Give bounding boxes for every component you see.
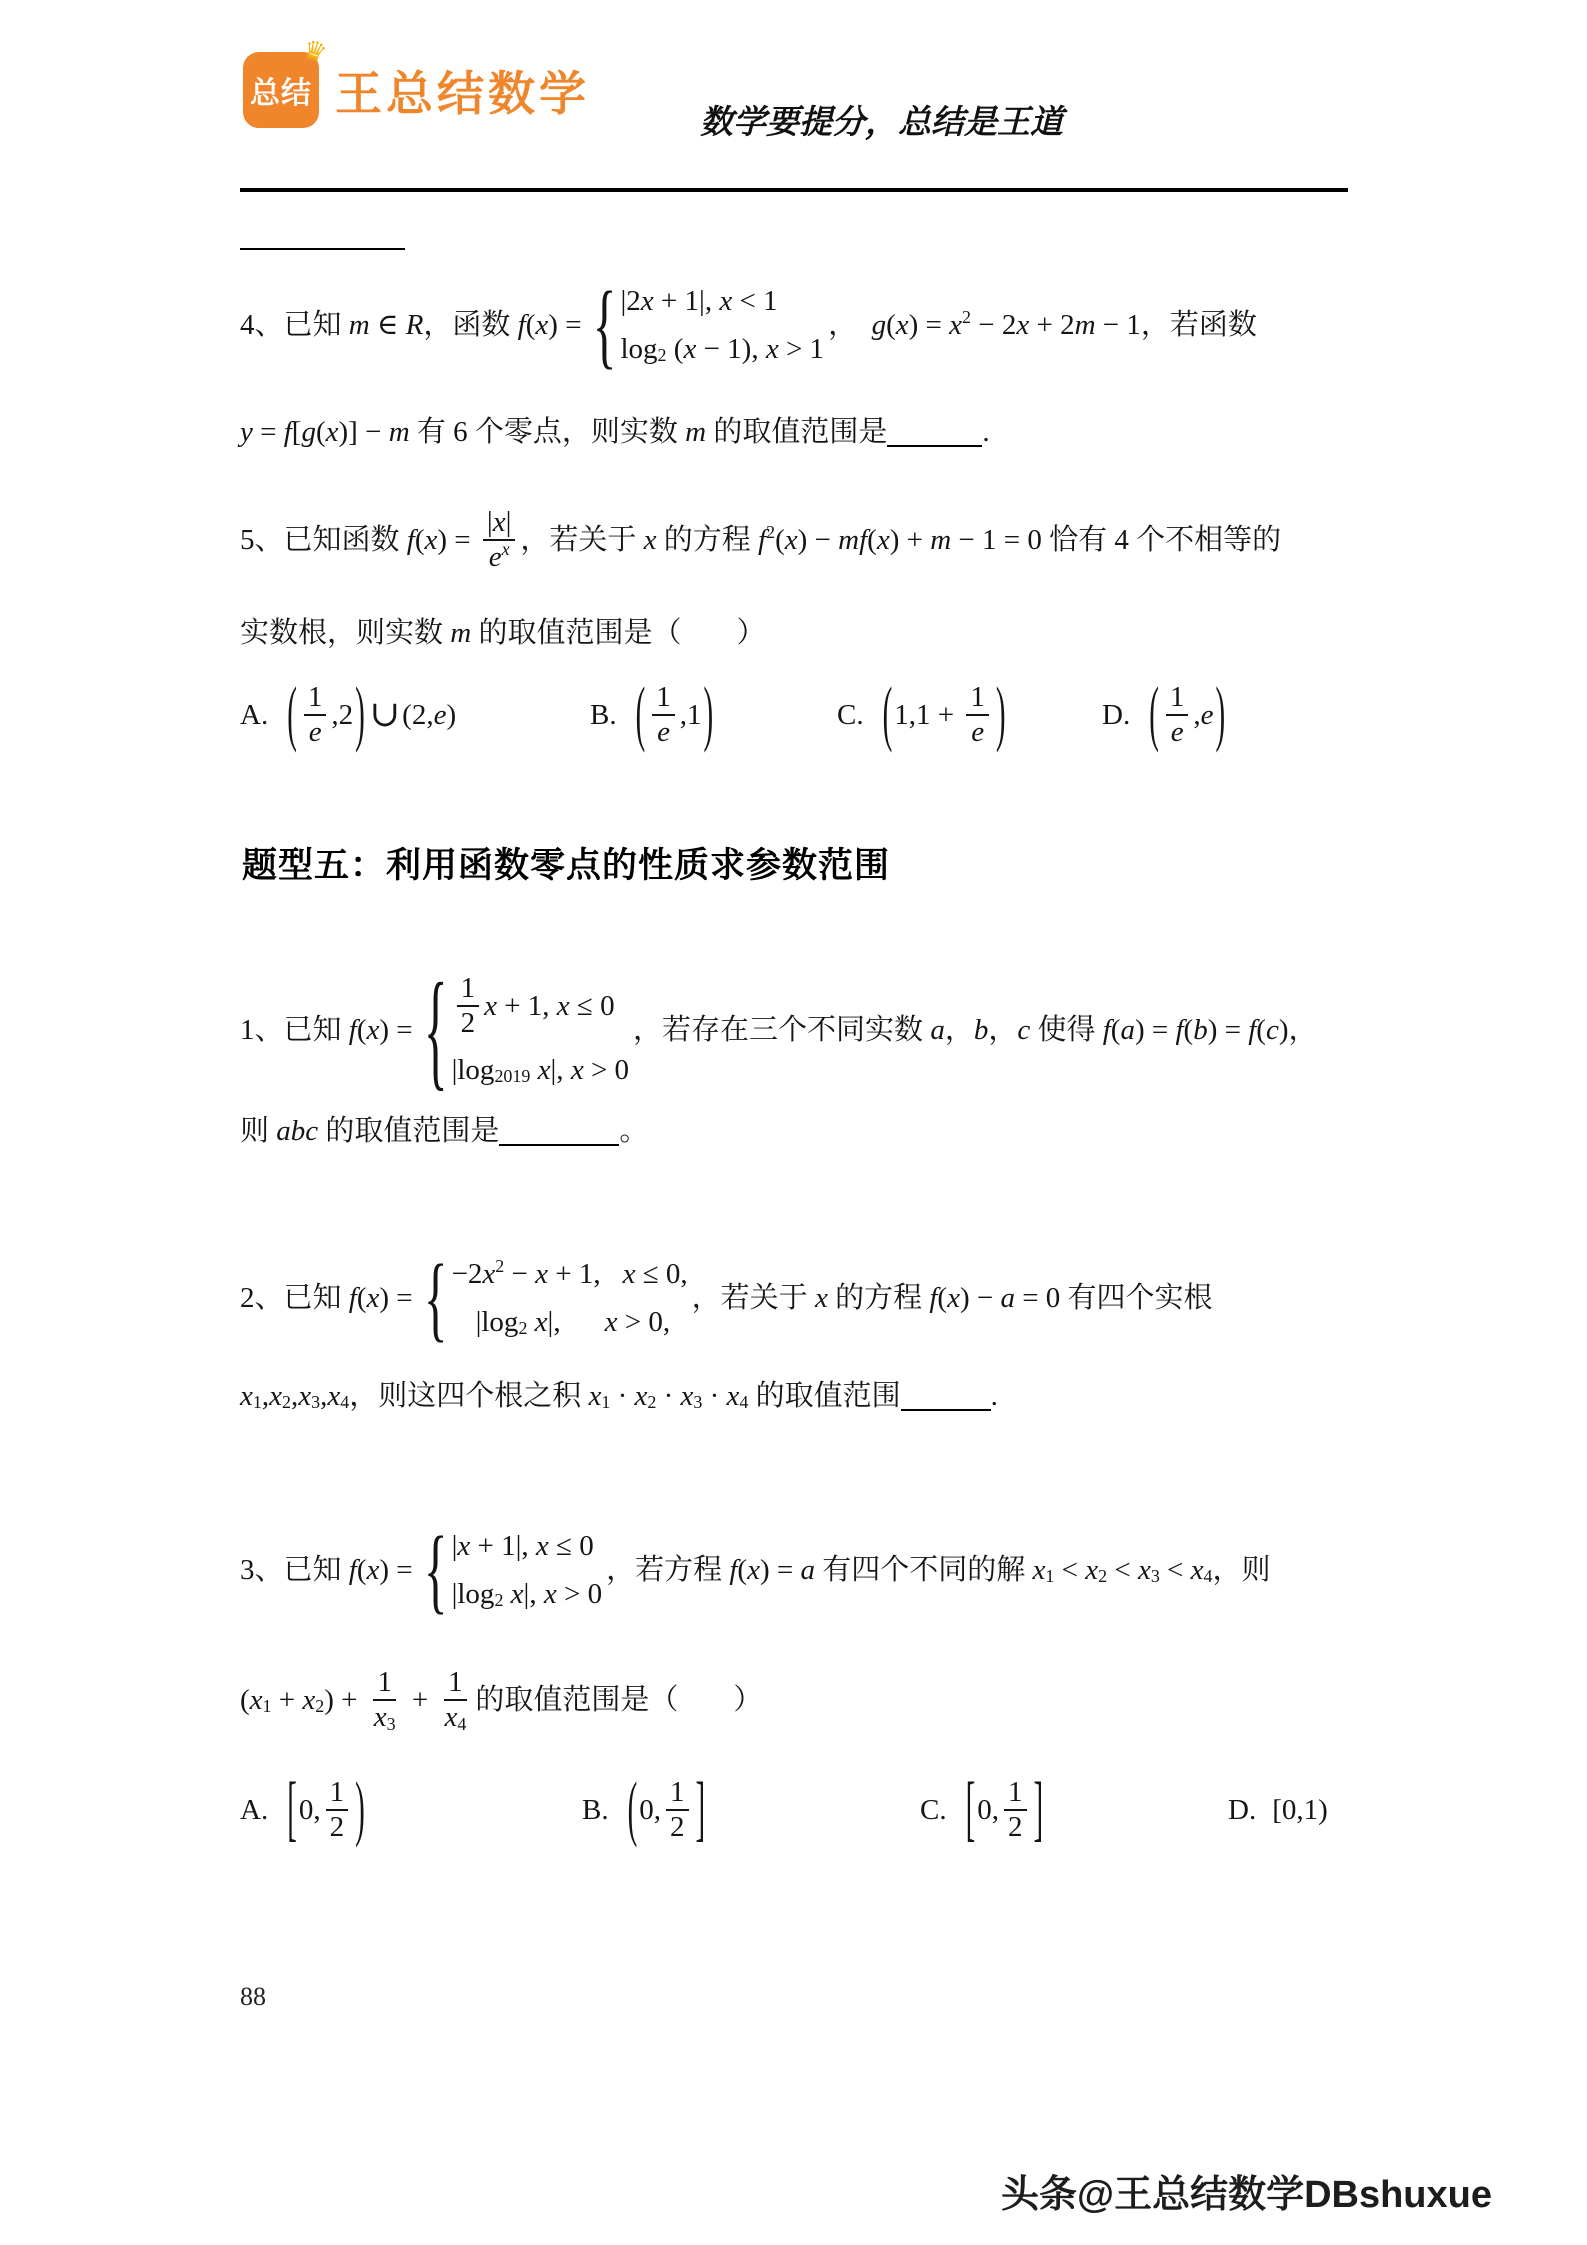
- problem-5-option-c: C. ( 1,1 + $\frac{1}{e}$ ): [837, 673, 1006, 755]
- problem-2-line-1: 2、已知 f ( x ) = { −2 x 2 − x + 1, x ≤ 0, |log 2 x |, x > 0, ，若关于 x 的方程 f ( x ) − a = 0 有四个实根: [240, 1244, 1213, 1352]
- brand-header: [243, 33, 590, 128]
- problem-5-option-a: A. ( $\frac{1}{e}$ ,2 ) ∪ (2, e ): [240, 673, 457, 755]
- problem-3-option-b: B. ( 0, $\frac{1}{2}$ ]: [582, 1768, 706, 1850]
- problem-3-option-d: D. [0,1): [1228, 1793, 1328, 1826]
- problem-5-options: [240, 662, 1400, 768]
- problem-3-options: [240, 1757, 1400, 1863]
- problem-2-line-2: x 1 , x 2 , x 3 , x 4 ，则这四个根之积 x 1 · x 2 · x 3 · x 4 的取值范围 .: [240, 1379, 998, 1413]
- brand-logo: [243, 33, 332, 128]
- problem-4-line-1: 4、已知 m ∈ R ，函数 f ( x ) = { |2 x + 1|, x < 1 log 2 ( x − 1), x > 1 ， g ( x ) = x 2 − 2 x + 2 m − 1，若函数: [240, 271, 1257, 379]
- watermark: 头条@王总结数学DBshuxue: [1001, 2174, 1492, 2216]
- brand-slogan: 数学要提分，总结是王道: [700, 105, 1063, 141]
- problem-3-line-2: ( x 1 + x 2 ) + 1 x 3 + 1 x 4 的取值范围是（ ）: [240, 1665, 763, 1734]
- header-divider: [240, 188, 1348, 192]
- answer-blank-top: [240, 228, 405, 242]
- page-number: 88: [240, 1982, 266, 2011]
- problem-5-option-d: D. ( $\frac{1}{e}$ , e ): [1102, 673, 1226, 755]
- problem-1-line-1: 1、已知 f ( x ) = { $\frac{1}{2}$ x + 1, x ≤ 0 |log 2019 x |, x > 0 ，若存在三个不同实数 a ， b ， c 使得 f ( a ) = f ( b ) = f ( c )，: [240, 956, 1318, 1104]
- problem-3-option-a: A. [ 0, $\frac{1}{2}$ ): [240, 1768, 365, 1850]
- crown-icon: ♛: [298, 33, 332, 70]
- problem-4-line-2: y = f [ g ( x )] − m 有 6 个零点，则实数 m 的取值范围是 .: [240, 415, 990, 448]
- brand-logo-text: 总结: [250, 77, 312, 110]
- problem-3-option-c: C. [ 0, $\frac{1}{2}$ ]: [920, 1768, 1044, 1850]
- problem-5-line-2: 实数根，则实数 m 的取值范围是（ ）: [240, 616, 766, 649]
- brand-name: 王总结数学: [335, 66, 590, 120]
- problem-3-line-1: 3、已知 f ( x ) = { | x + 1|, x ≤ 0 |log 2 x |, x > 0 ，若方程 f ( x ) = a 有四个不同的解 x 1 < x 2 < x 3 < x 4 ，则: [240, 1516, 1271, 1624]
- problem-5-line-1: 5、已知函数 f ( x ) = | x | e x ，若关于 x 的方程 f 2 ( x ) − mf ( x ) + m − 1 = 0 恰有 4 个不相等的: [240, 505, 1282, 573]
- problem-5-option-b: B. ( $\frac{1}{e}$ ,1 ): [590, 673, 714, 755]
- problem-1-line-2: 则 abc 的取值范围是 。: [240, 1114, 649, 1147]
- section-title: 题型五：利用函数零点的性质求参数范围: [242, 846, 891, 885]
